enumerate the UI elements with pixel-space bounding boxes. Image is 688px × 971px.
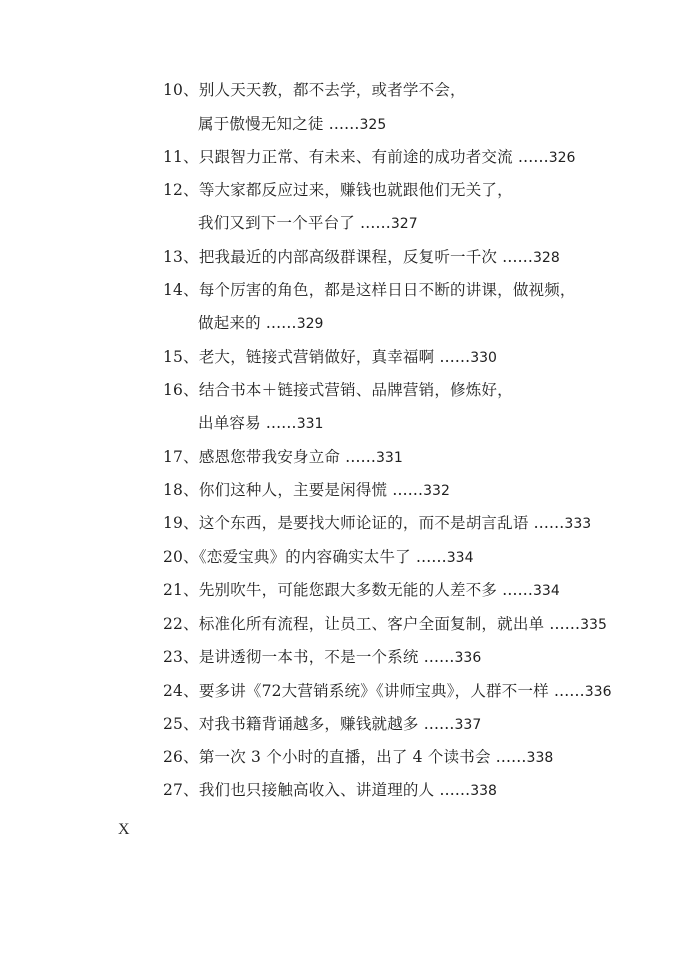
toc-entry <box>163 647 481 668</box>
toc-entry-text: 我们又到下一个平台了 ...... <box>198 214 391 232</box>
toc-entry-page: 333 <box>564 516 592 532</box>
toc-entry-text: 20、《恋爱宝典》的内容确实太牛了 ...... <box>163 548 447 566</box>
page-number: X <box>118 821 130 838</box>
toc-entry-page: 325 <box>359 117 387 133</box>
toc-entry-text: 22、标准化所有流程，让员工、客户全面复制，就出单 ...... <box>163 615 581 633</box>
toc-entry-page: 338 <box>470 783 497 799</box>
toc-entry-page: 336 <box>584 684 612 700</box>
toc-entry <box>198 213 418 234</box>
toc-entry <box>163 780 497 801</box>
toc-entry-text: 15、老大，链接式营销做好，真幸福啊 ...... <box>163 348 471 366</box>
toc-entry <box>198 413 323 434</box>
toc-entry-text: 14、每个厉害的角色，都是这样日日不断的讲课，做视频， <box>163 281 576 299</box>
toc-entry <box>163 147 575 168</box>
toc-entry-text: 11、只跟智力正常、有未来、有前途的成功者交流 ...... <box>163 148 549 166</box>
toc-entry-page: 326 <box>548 150 576 166</box>
toc-entry-text: 21、先别吹牛，可能您跟大多数无能的人差不多 ...... <box>163 581 534 599</box>
toc-entry-page: 334 <box>533 583 560 599</box>
toc-entry-text: 属于傲慢无知之徒 ...... <box>198 115 360 133</box>
toc-entry <box>198 114 386 135</box>
toc-entry-text: 27、我们也只接触高收入、讲道理的人 ...... <box>163 781 471 799</box>
toc-entry <box>163 347 497 368</box>
toc-entry-page: 328 <box>533 250 560 266</box>
toc-entry-text: 16、结合书本＋链接式营销、品牌营销，修炼好， <box>163 381 513 399</box>
toc-entry-text: 23、是讲透彻一本书，不是一个系统 ...... <box>163 648 455 666</box>
toc-entry <box>163 580 560 601</box>
toc-entry-page: 331 <box>376 450 403 466</box>
toc-entry <box>163 513 591 534</box>
toc-entry-page: 329 <box>296 316 324 332</box>
toc-entry-text: 17、感恩您带我安身立命 ...... <box>163 448 377 466</box>
toc-entry <box>163 480 450 501</box>
toc-entry-page: 337 <box>454 717 482 733</box>
toc-entry-text: 出单容易 ...... <box>198 414 297 432</box>
toc-entry <box>163 180 513 201</box>
toc-entry-page: 335 <box>580 617 607 633</box>
toc-entry-page: 331 <box>296 416 324 432</box>
toc-entry-page: 336 <box>454 650 482 666</box>
toc-entry <box>163 247 560 268</box>
toc-entry-text: 24、要多讲《72大营销系统》《讲师宝典》，人群不一样 ...... <box>163 682 585 700</box>
toc-entry-text: 12、等大家都反应过来，赚钱也就跟他们无关了， <box>163 181 513 199</box>
toc-entry <box>163 80 466 101</box>
toc-entry <box>163 681 611 702</box>
toc-entry-text: 做起来的 ...... <box>198 314 297 332</box>
toc-entry-text: 13、把我最近的内部高级群课程，反复听一千次 ...... <box>163 248 534 266</box>
toc-entry <box>198 313 323 334</box>
toc-entry-text: 26、第一次 3 个小时的直播，出了 4 个读书会 ...... <box>163 748 527 766</box>
toc-entry <box>163 547 474 568</box>
toc-entry-text: 19、这个东西，是要找大师论证的，而不是胡言乱语 ...... <box>163 514 565 532</box>
toc-entry <box>163 447 403 468</box>
toc-entry <box>163 380 513 401</box>
toc-entry <box>163 714 481 735</box>
toc-entry-page: 330 <box>470 350 497 366</box>
toc-entry-text: 18、你们这种人，主要是闲得慌 ...... <box>163 481 424 499</box>
toc-entry <box>163 747 553 768</box>
toc-entry-page: 338 <box>526 750 554 766</box>
toc-entry-page: 332 <box>423 483 450 499</box>
toc-entry <box>163 280 576 301</box>
toc-entry-page: 327 <box>390 216 418 232</box>
toc-entry-text: 10、别人天天教，都不去学，或者学不会， <box>163 81 466 99</box>
toc-entry <box>163 614 607 635</box>
toc-entry-text: 25、对我书籍背诵越多，赚钱就越多 ...... <box>163 715 455 733</box>
toc-entry-page: 334 <box>446 550 474 566</box>
